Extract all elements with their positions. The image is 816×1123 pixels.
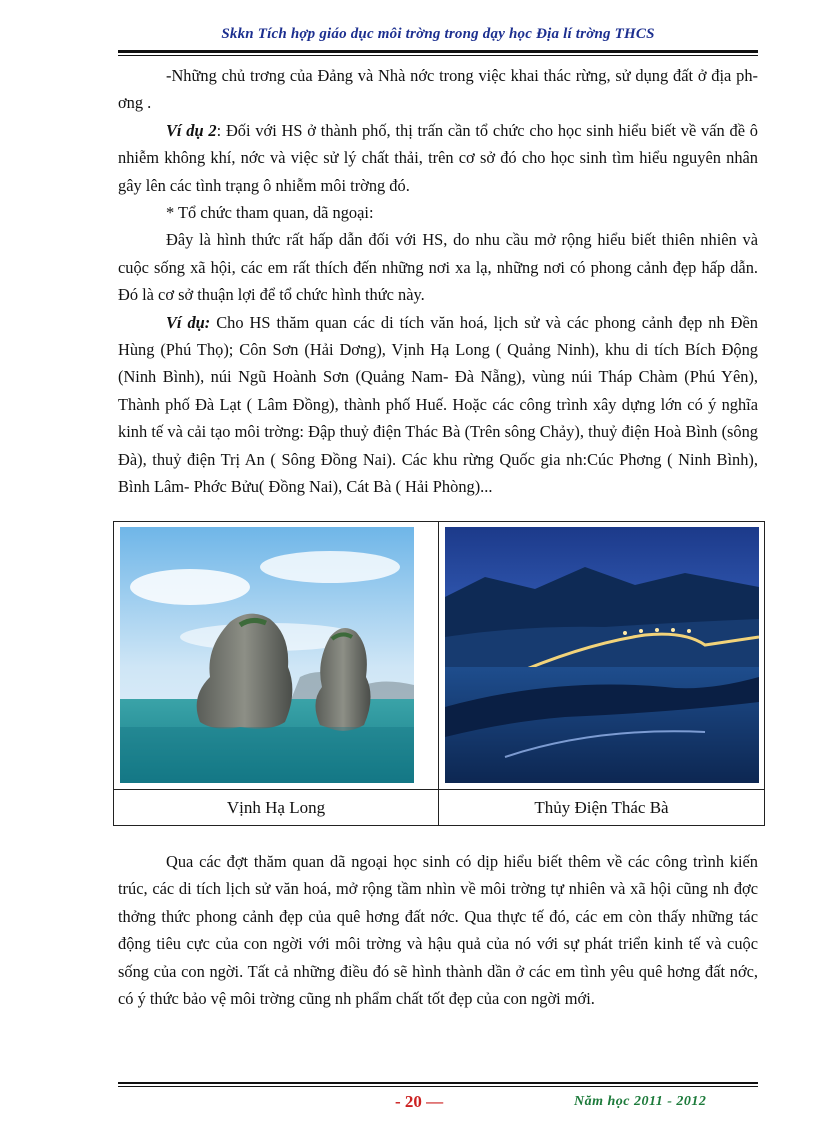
photo-caption-ha-long: Vịnh Hạ Long (114, 790, 439, 826)
ha-long-bay-photo (120, 527, 414, 783)
body-text-bottom (118, 848, 758, 1012)
paragraph-text: -Những chủ trơng của Đảng và Nhà nớc trong việc khai thác rừng, sử dụng đất ở địa phơng . (118, 66, 758, 113)
photo-cell-thac-ba (439, 522, 764, 790)
example-label: Ví dụ: (166, 312, 211, 332)
paragraph-text: Qua các đợt thăm quan dã ngoại học sinh có dịp hiểu biết thêm về các công trình kiến trúc, các di tích lịch sử văn hoá, mở rộng tầm nhìn về môi trờng tự nhiên và xã hội cũng nh đợc thởng thức phong cảnh đẹp của quê hơng đất nớc. Qua thực tế đó, các em còn thấy những tác động tiêu cực của con ngời với môi trờng và hậu quả của nó với sự phát triển kinh tế và cuộc sống của con ngời. Tất cả những điều đó sẽ hình thành dần ở các em tình yêu quê hơng đất nớc, có ý thức bảo vệ môi trờng cũng nh phẩm chất tốt đẹp của con ngời mới. (118, 852, 758, 1009)
thac-ba-dam-photo (445, 527, 759, 783)
footer-school-year: Năm học 2011 - 2012 (574, 1094, 707, 1109)
paragraph-3 (118, 199, 758, 226)
paragraph-1 (118, 62, 758, 117)
footer-rule-thick (118, 1082, 758, 1084)
example-label: Ví dụ 2 (166, 120, 217, 140)
paragraph-text: Đây là hình thức rất hấp dẫn đối với HS, do nhu cầu mở rộng hiểu biết thiên nhiên và cuộc sống xã hội, các em rất thích đến những nơi xa lạ, những nơi có phong cảnh đẹp hấp dẫn. Đó là cơ sở thuận lợi để tổ chức hình thức này. (118, 230, 758, 305)
paragraph-2 (118, 117, 758, 199)
paragraph-text: : Đối với HS ở thành phố, thị trấn cần tổ chức cho học sinh hiểu biết về vấn đề ô nhiễm không khí, nớc và việc sử lý chất thải, trên cơ sở đó cho học sinh tìm hiểu nguyên nhân gây lên các tình trạng ô nhiễm môi trờng đó. (118, 120, 758, 195)
footer-rule-thin (118, 1086, 758, 1087)
body-text-top (118, 62, 758, 501)
paragraph-6 (118, 848, 758, 1012)
photo-caption-thac-ba: Thủy Điện Thác Bà (534, 798, 669, 817)
header-rule-thin (118, 55, 758, 56)
paragraph-5 (118, 309, 758, 501)
paragraph-text: * Tổ chức tham quan, dã ngoại: (166, 203, 374, 223)
photo-cell-ha-long (114, 522, 439, 790)
header-title: Skkn Tích hợp giáo dục môi trờng trong dạy học Địa lí trờng THCS (221, 26, 655, 42)
photo-table (113, 521, 765, 826)
header-rule-thick (118, 50, 758, 53)
paragraph-text: Cho HS thăm quan các di tích văn hoá, lịch sử và các phong cảnh đẹp nh Đền Hùng (Phú Thọ); Côn Sơn (Hải Dơng), Vịnh Hạ Long ( Quảng Ninh), khu di tích Bích Động (Ninh Bình), núi Ngũ Hoành Sơn (Quảng Nam- Đà Nẵng), vùng núi Tháp Chàm (Phú Yên), Thành phố Đà Lạt ( Lâm Đồng), thành phố Huế. Hoặc các công trình xây dựng lớn có ý nghĩa kinh tế và cải tạo môi trờng: Đập thuỷ điện Thác Bà (Trên sông Chảy), thuỷ điện Hoà Bình (sông Đà), thuỷ điện Trị An ( Sông Đồng Nai). Các khu rừng Quốc gia nh:Cúc Phơng ( Ninh Bình), Bình Lâm- Phớc Bửu( Đồng Nai), Cát Bà ( Hải Phòng)... (118, 312, 758, 497)
paragraph-4 (118, 226, 758, 308)
page-number: - 20 — (395, 1092, 444, 1111)
